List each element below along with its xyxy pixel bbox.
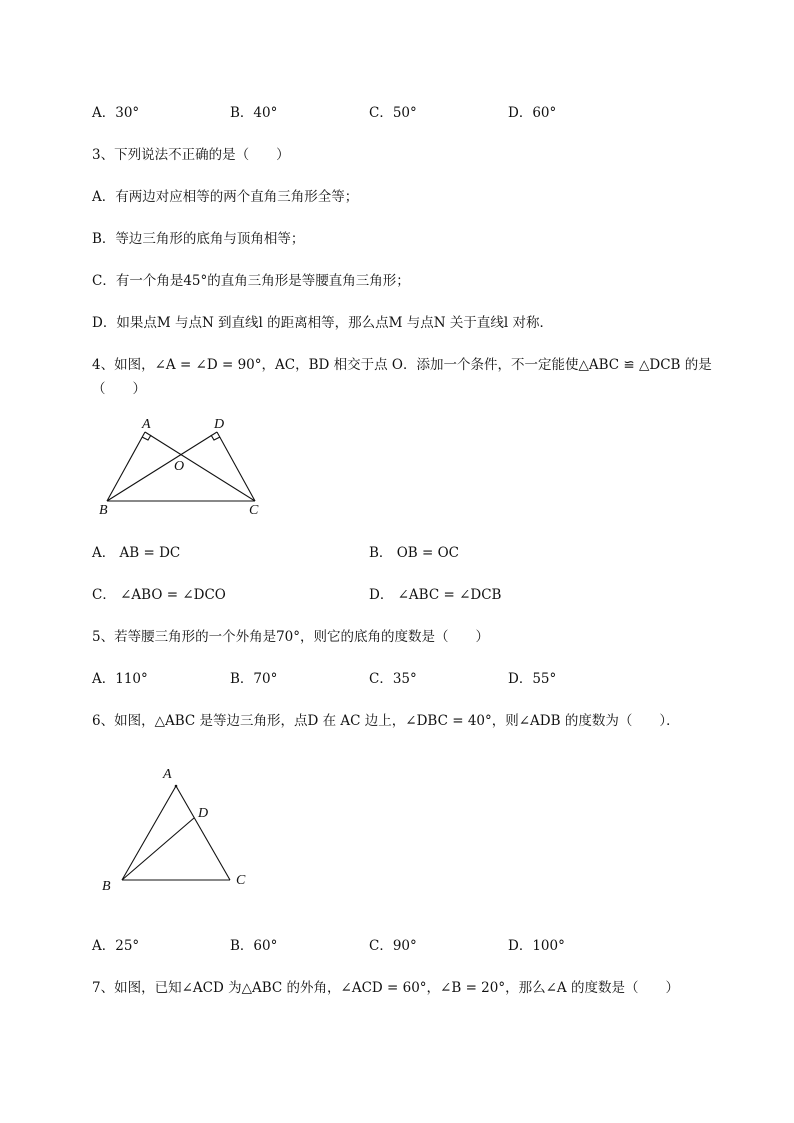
q4-label-d: D (214, 417, 225, 432)
q6-segment-bd (122, 818, 194, 880)
q6-segment-ab (122, 786, 176, 880)
q6-label-b: B (102, 879, 111, 894)
q6-point-a (175, 785, 178, 788)
q6-segment-ac (176, 786, 230, 880)
q6-figure (95, 762, 260, 897)
q3-option-b: B．等边三角形的底角与顶角相等； (92, 231, 305, 247)
q4-label-b: B (99, 503, 108, 518)
q6-label-a: A (163, 767, 172, 782)
q4-label-o: O (174, 459, 185, 474)
q5-option-c: C．35° (369, 671, 417, 687)
q2-option-c: C．50° (369, 105, 417, 121)
q4-option-c: C． ∠ABO = ∠DCO (92, 587, 226, 603)
q3-option-d: D．如果点M 与点N 到直线l 的距离相等，那么点M 与点N 关于直线l 对称． (92, 315, 553, 331)
q6-label-d: D (198, 806, 209, 821)
q2-option-d: D．60° (508, 105, 557, 121)
q5-option-b: B．70° (230, 671, 278, 687)
q6-option-d: D．100° (508, 938, 565, 954)
q4-segment-dc (217, 432, 255, 501)
q4-segment-ab (107, 432, 145, 501)
q3-stem: 3、下列说法不正确的是（ ） (92, 147, 290, 163)
q7-stem: 7、如图，已知∠ACD 为△ABC 的外角，∠ACD = 60°，∠B = 20°，那么∠A 的度数是（ ） (92, 980, 679, 996)
q5-option-d: D．55° (508, 671, 557, 687)
q2-option-b: B．40° (230, 105, 278, 121)
q4-figure (95, 415, 270, 520)
q4-stem-line2: （ ） (92, 381, 146, 397)
q4-option-a: A． AB = DC (92, 545, 181, 561)
q4-label-a: A (142, 417, 151, 432)
q3-option-c: C．有一个角是45°的直角三角形是等腰直角三角形； (92, 273, 410, 289)
q4-stem-line1: 4、如图，∠A = ∠D = 90°，AC，BD 相交于点 O．添加一个条件，不一定能使△ABC ≌ △DCB 的是 (92, 357, 712, 373)
q6-label-c: C (236, 873, 246, 888)
q4-label-c: C (249, 503, 259, 518)
q2-option-a: A．30° (92, 105, 140, 121)
q6-option-c: C．90° (369, 938, 417, 954)
q4-option-d: D． ∠ABC = ∠DCB (369, 587, 502, 603)
q4-option-b: B． OB = OC (369, 545, 459, 561)
q5-stem: 5、若等腰三角形的一个外角是70°，则它的底角的度数是（ ） (92, 629, 490, 645)
q6-stem: 6、如图，△ABC 是等边三角形，点D 在 AC 边上，∠DBC = 40°，则∠ADB 的度数为（ ）． (92, 713, 680, 729)
q5-option-a: A．110° (92, 671, 148, 687)
q6-option-a: A．25° (92, 938, 140, 954)
q6-option-b: B．60° (230, 938, 278, 954)
q3-option-a: A．有两边对应相等的两个直角三角形全等； (92, 189, 359, 205)
